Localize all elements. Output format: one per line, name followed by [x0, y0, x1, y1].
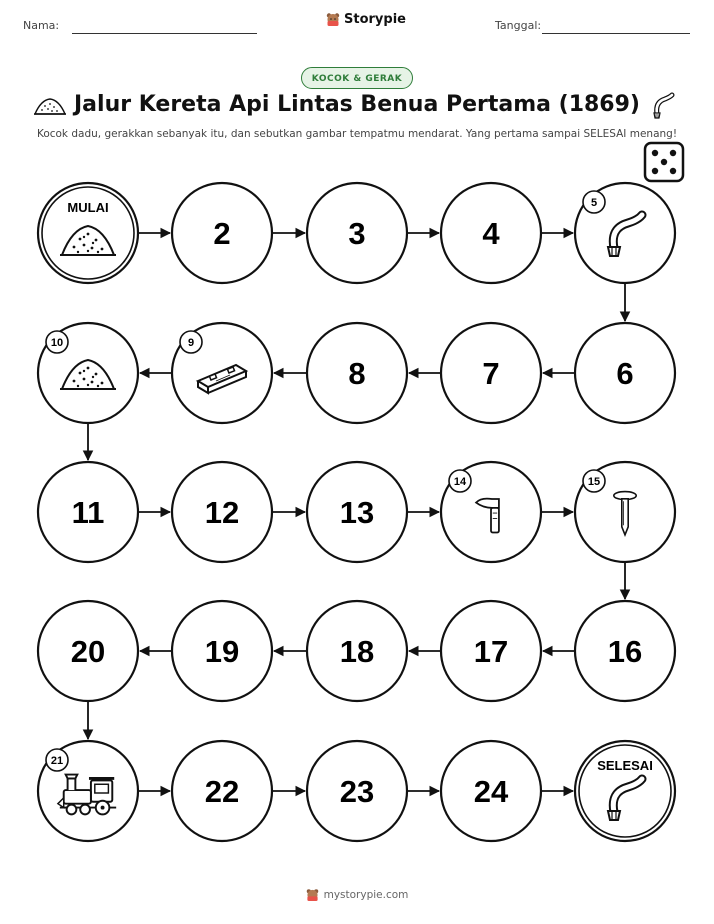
- board-cell-5: [575, 183, 675, 283]
- board-cell-17: [441, 601, 541, 701]
- cell-number: 12: [204, 495, 240, 530]
- board-cell-23: [307, 741, 407, 841]
- footer: [0, 888, 714, 902]
- cell-number: 16: [607, 634, 643, 669]
- board-cell-22: [172, 741, 272, 841]
- cell-number: 24: [473, 774, 509, 809]
- board-cell-15: [575, 462, 675, 562]
- cell-number: 22: [204, 774, 240, 809]
- board-cell-19: [172, 601, 272, 701]
- board-cell-11: [38, 462, 138, 562]
- board-cell-6: [575, 323, 675, 423]
- cell-number: 3: [348, 216, 366, 251]
- board-cell-8: [307, 323, 407, 423]
- instructions: Kocok dadu, gerakkan sebanyak itu, dan sebutkan gambar tempatmu mendarat. Yang pertama sampai SELESAI menang!: [36, 128, 678, 140]
- cell-number: 17: [473, 634, 509, 669]
- board-cell-9: [172, 323, 272, 423]
- board-cell-20: [38, 601, 138, 701]
- cell-number: 4: [482, 216, 500, 251]
- cell-number: 6: [616, 356, 634, 391]
- storypie-bear-icon: [306, 888, 319, 902]
- board-cell-3: [307, 183, 407, 283]
- date-label: Tanggal:: [495, 19, 542, 32]
- cell-badge-number: 5: [590, 197, 598, 209]
- board-cell-14: [441, 462, 541, 562]
- cell-badge-number: 9: [187, 337, 195, 349]
- cell-badge-number: 10: [50, 337, 64, 349]
- board-cell-10: [38, 323, 138, 423]
- cell-badge-number: 21: [50, 755, 64, 767]
- board-cell-12: [172, 462, 272, 562]
- cell-number: 18: [339, 634, 375, 669]
- cell-number: 13: [339, 495, 375, 530]
- board-cell-4: [441, 183, 541, 283]
- cell-number: 11: [71, 495, 105, 530]
- activity-badge: KOCOK & GERAK: [301, 67, 413, 89]
- board-cell-24: [441, 741, 541, 841]
- cell-badge-number: 14: [453, 476, 467, 488]
- cell-number: 20: [70, 634, 106, 669]
- start-label: MULAI: [67, 200, 109, 215]
- footer-site: mystorypie.com: [323, 889, 409, 901]
- page-title: Jalur Kereta Api Lintas Benua Pertama (1869): [74, 92, 640, 117]
- name-label: Nama:: [23, 19, 60, 32]
- board-cell-7: [441, 323, 541, 423]
- cell-number: 19: [204, 634, 240, 669]
- board-cell-25: [575, 741, 675, 841]
- board-cell-13: [307, 462, 407, 562]
- board-cell-16: [575, 601, 675, 701]
- board-cell-21: [38, 741, 138, 841]
- board-cell-2: [172, 183, 272, 283]
- finish-label: SELESAI: [597, 758, 653, 773]
- board-cell-1: [38, 183, 138, 283]
- board-cell-18: [307, 601, 407, 701]
- cell-number: 7: [482, 356, 500, 391]
- cell-number: 23: [339, 774, 375, 809]
- brand-name: Storypie: [344, 12, 406, 27]
- cell-badge-number: 15: [587, 476, 601, 488]
- cell-number: 8: [348, 356, 366, 391]
- cell-number: 2: [213, 216, 231, 251]
